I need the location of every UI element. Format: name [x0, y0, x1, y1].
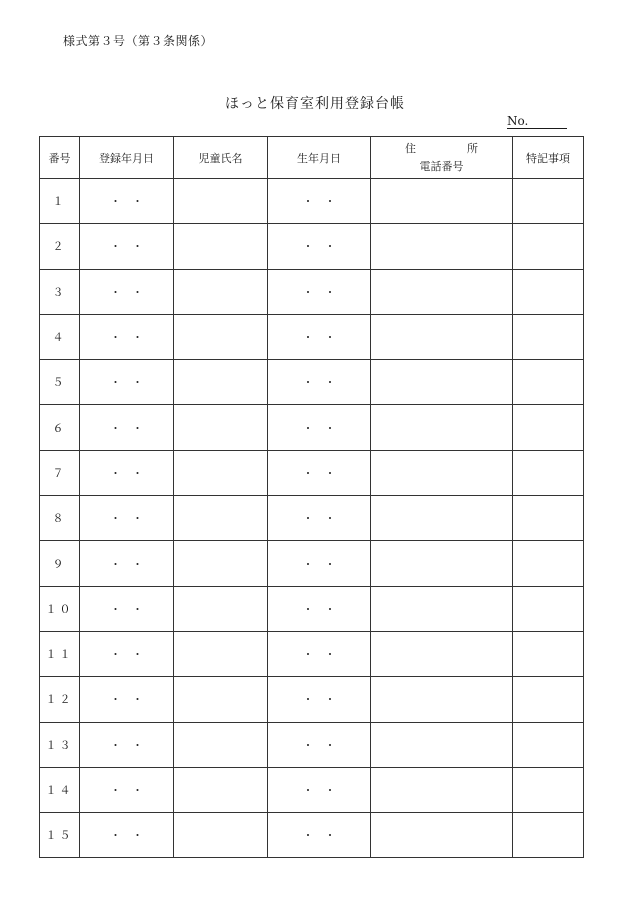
- header-phone: 電話番号: [419, 159, 464, 173]
- table-row: [40, 269, 584, 314]
- birth-date-cell[interactable]: ・ ・: [268, 360, 371, 405]
- row-number: ２: [40, 224, 80, 269]
- table-row: [40, 405, 584, 450]
- table-row: [40, 314, 584, 359]
- row-number: １２: [40, 677, 80, 722]
- child-name-cell[interactable]: [174, 813, 268, 858]
- child-name-cell[interactable]: [174, 179, 268, 224]
- registered-date-cell[interactable]: ・ ・: [80, 360, 174, 405]
- child-name-cell[interactable]: [174, 360, 268, 405]
- child-name-cell[interactable]: [174, 224, 268, 269]
- remarks-cell[interactable]: [513, 450, 584, 495]
- birth-date-cell[interactable]: ・ ・: [268, 496, 371, 541]
- birth-date-cell[interactable]: ・ ・: [268, 450, 371, 495]
- birth-date-cell[interactable]: ・ ・: [268, 541, 371, 586]
- row-number: １: [40, 179, 80, 224]
- remarks-cell[interactable]: [513, 631, 584, 676]
- remarks-cell[interactable]: [513, 586, 584, 631]
- birth-date-cell[interactable]: ・ ・: [268, 813, 371, 858]
- header-number: 番号: [40, 137, 80, 179]
- birth-date-cell[interactable]: ・ ・: [268, 269, 371, 314]
- header-child-name: 児童氏名: [174, 137, 268, 179]
- table-row: [40, 224, 584, 269]
- address-phone-cell[interactable]: [371, 813, 513, 858]
- address-phone-cell[interactable]: [371, 405, 513, 450]
- registered-date-cell[interactable]: ・ ・: [80, 496, 174, 541]
- child-name-cell[interactable]: [174, 541, 268, 586]
- birth-date-cell[interactable]: ・ ・: [268, 405, 371, 450]
- row-number: １５: [40, 813, 80, 858]
- child-name-cell[interactable]: [174, 722, 268, 767]
- child-name-cell[interactable]: [174, 405, 268, 450]
- row-number: １１: [40, 631, 80, 676]
- address-phone-cell[interactable]: [371, 767, 513, 812]
- remarks-cell[interactable]: [513, 269, 584, 314]
- row-number: ７: [40, 450, 80, 495]
- registered-date-cell[interactable]: ・ ・: [80, 586, 174, 631]
- birth-date-cell[interactable]: ・ ・: [268, 224, 371, 269]
- ledger-number-field[interactable]: No.: [507, 115, 567, 129]
- address-phone-cell[interactable]: [371, 314, 513, 359]
- address-phone-cell[interactable]: [371, 677, 513, 722]
- row-number: １３: [40, 722, 80, 767]
- remarks-cell[interactable]: [513, 722, 584, 767]
- registered-date-cell[interactable]: ・ ・: [80, 450, 174, 495]
- address-phone-cell[interactable]: [371, 541, 513, 586]
- table-row: [40, 360, 584, 405]
- row-number: ６: [40, 405, 80, 450]
- header-registered-date: 登録年月日: [80, 137, 174, 179]
- address-phone-cell[interactable]: [371, 360, 513, 405]
- remarks-cell[interactable]: [513, 360, 584, 405]
- remarks-cell[interactable]: [513, 813, 584, 858]
- child-name-cell[interactable]: [174, 767, 268, 812]
- child-name-cell[interactable]: [174, 586, 268, 631]
- remarks-cell[interactable]: [513, 224, 584, 269]
- address-phone-cell[interactable]: [371, 631, 513, 676]
- child-name-cell[interactable]: [174, 269, 268, 314]
- remarks-cell[interactable]: [513, 405, 584, 450]
- registered-date-cell[interactable]: ・ ・: [80, 269, 174, 314]
- address-phone-cell[interactable]: [371, 586, 513, 631]
- registered-date-cell[interactable]: ・ ・: [80, 314, 174, 359]
- table-row: [40, 722, 584, 767]
- row-number: ３: [40, 269, 80, 314]
- header-address: 住 所: [405, 141, 498, 155]
- table-row: [40, 631, 584, 676]
- registered-date-cell[interactable]: ・ ・: [80, 722, 174, 767]
- table-row: [40, 677, 584, 722]
- table-row: [40, 179, 584, 224]
- birth-date-cell[interactable]: ・ ・: [268, 767, 371, 812]
- birth-date-cell[interactable]: ・ ・: [268, 586, 371, 631]
- row-number: １４: [40, 767, 80, 812]
- registered-date-cell[interactable]: ・ ・: [80, 677, 174, 722]
- table-row: [40, 586, 584, 631]
- table-row: [40, 450, 584, 495]
- birth-date-cell[interactable]: ・ ・: [268, 722, 371, 767]
- page-title: ほっと保育室利用登録台帳: [225, 96, 405, 112]
- birth-date-cell[interactable]: ・ ・: [268, 631, 371, 676]
- child-name-cell[interactable]: [174, 314, 268, 359]
- row-number: ９: [40, 541, 80, 586]
- remarks-cell[interactable]: [513, 314, 584, 359]
- birth-date-cell[interactable]: ・ ・: [268, 677, 371, 722]
- table-row: [40, 767, 584, 812]
- row-number: １０: [40, 586, 80, 631]
- registered-date-cell[interactable]: ・ ・: [80, 405, 174, 450]
- remarks-cell[interactable]: [513, 541, 584, 586]
- remarks-cell[interactable]: [513, 677, 584, 722]
- child-name-cell[interactable]: [174, 677, 268, 722]
- child-name-cell[interactable]: [174, 496, 268, 541]
- birth-date-cell[interactable]: ・ ・: [268, 314, 371, 359]
- remarks-cell[interactable]: [513, 496, 584, 541]
- registered-date-cell[interactable]: ・ ・: [80, 813, 174, 858]
- child-name-cell[interactable]: [174, 631, 268, 676]
- form-number: 様式第３号（第３条関係）: [63, 34, 214, 48]
- address-phone-cell[interactable]: [371, 224, 513, 269]
- registered-date-cell[interactable]: ・ ・: [80, 767, 174, 812]
- address-phone-cell[interactable]: [371, 722, 513, 767]
- registered-date-cell[interactable]: ・ ・: [80, 179, 174, 224]
- registration-ledger-table: [39, 136, 584, 858]
- table-body: [40, 179, 584, 858]
- registered-date-cell[interactable]: ・ ・: [80, 541, 174, 586]
- address-phone-cell[interactable]: [371, 450, 513, 495]
- header-remarks: 特記事項: [513, 137, 584, 179]
- table-row: [40, 541, 584, 586]
- registered-date-cell[interactable]: ・ ・: [80, 631, 174, 676]
- header-address-phone: [371, 137, 513, 179]
- table-header-row: [40, 137, 584, 179]
- row-number: ８: [40, 496, 80, 541]
- address-phone-cell[interactable]: [371, 496, 513, 541]
- address-phone-cell[interactable]: [371, 269, 513, 314]
- remarks-cell[interactable]: [513, 179, 584, 224]
- birth-date-cell[interactable]: ・ ・: [268, 179, 371, 224]
- row-number: ４: [40, 314, 80, 359]
- header-birth-date: 生年月日: [268, 137, 371, 179]
- remarks-cell[interactable]: [513, 767, 584, 812]
- registered-date-cell[interactable]: ・ ・: [80, 224, 174, 269]
- table-row: [40, 496, 584, 541]
- table-row: [40, 813, 584, 858]
- address-phone-cell[interactable]: [371, 179, 513, 224]
- row-number: ５: [40, 360, 80, 405]
- child-name-cell[interactable]: [174, 450, 268, 495]
